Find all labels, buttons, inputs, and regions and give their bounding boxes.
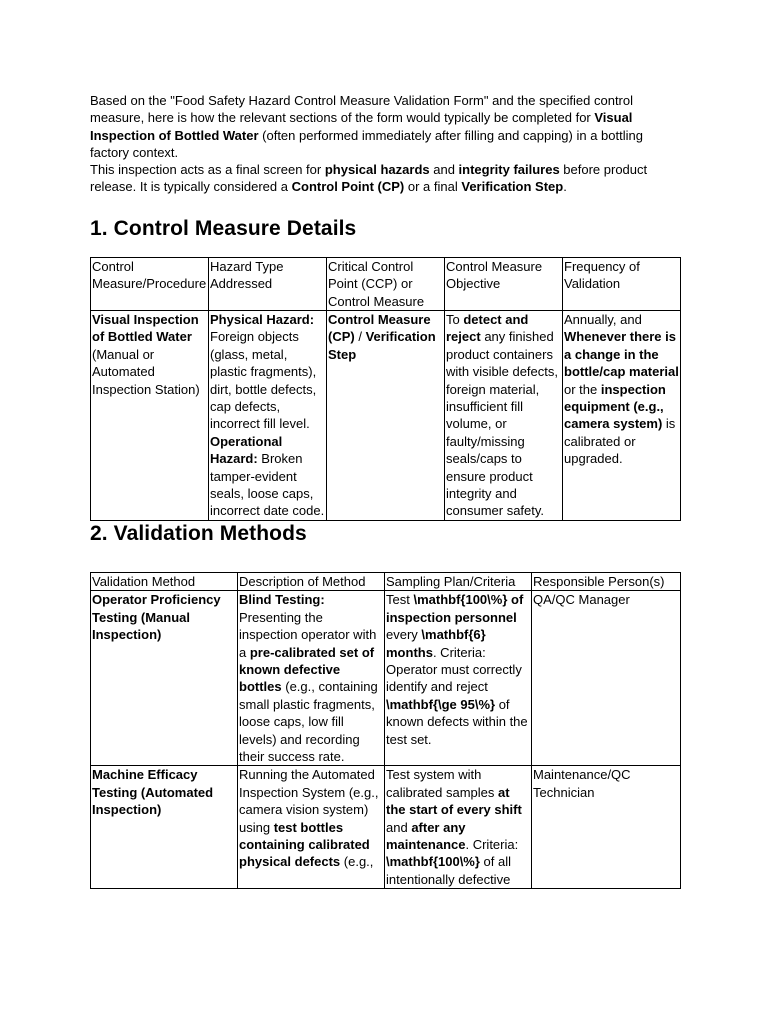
text-run: Annually, and xyxy=(564,312,642,327)
table-cell xyxy=(532,591,681,766)
text-run: Test system with calibrated samples xyxy=(386,767,498,800)
text-run: . Criteria: Operator must correctly identify and reject xyxy=(386,644,522,695)
section-heading-validation-methods: 2. Validation Methods xyxy=(90,521,307,545)
text-run: QA/QC Manager xyxy=(533,592,630,608)
text-run: and xyxy=(386,819,412,835)
table-cell xyxy=(385,766,532,889)
header-cell: Hazard Type Addressed xyxy=(209,257,327,310)
bold-text-run: pre-calibrated set of known defective bottles xyxy=(239,644,375,695)
bold-text-run: Visual Inspection of Bottled Water xyxy=(92,312,199,345)
text-run: Running the Automated Inspection System (e.g., camera vision system) using xyxy=(239,767,379,835)
text-run: any finished product containers with visible defects, foreign material, insufficient fill volume, or faulty/missing seals/caps to ensure product integrity and consumer safety. xyxy=(446,329,558,519)
table-cell xyxy=(209,311,327,521)
table-row xyxy=(91,766,681,889)
text-run: . Criteria: xyxy=(465,836,519,852)
text-run: of known defects within the test set. xyxy=(386,696,528,747)
table-header-row xyxy=(91,257,681,310)
text-run: or the xyxy=(564,381,601,397)
bold-text-run: \mathbf{100\%} xyxy=(386,854,480,870)
text-run: before product release. It is typically considered a xyxy=(90,162,648,195)
text-run: (e.g., containing small plastic fragments, loose caps, low fill levels) and recording their success rate. xyxy=(239,679,378,764)
header-cell: Critical Control Point (CCP) or Control Measure xyxy=(327,257,445,310)
bold-text-run: Verification Step xyxy=(328,329,436,362)
bold-text-run: detect and reject xyxy=(446,312,529,345)
text-run: or a final xyxy=(404,179,462,195)
bold-text-run: \mathbf{\ge 95\%} xyxy=(386,696,496,712)
bold-text-run: Verification Step xyxy=(461,179,564,195)
table-cell xyxy=(91,591,238,766)
bold-text-run: Operator Proficiency Testing (Manual Inspection) xyxy=(92,592,221,643)
text-run: (often performed immediately after filling and capping) in a bottling factory context. xyxy=(90,127,643,160)
text-run: Maintenance/QC Technician xyxy=(533,767,631,800)
table-cell xyxy=(563,311,681,521)
intro-text xyxy=(90,92,680,196)
table-cell xyxy=(532,766,681,889)
table-cell xyxy=(238,591,385,766)
text-run: and xyxy=(429,162,459,178)
table-cell xyxy=(238,766,385,889)
control-measure-table xyxy=(90,257,681,521)
text-run: every xyxy=(386,627,422,643)
header-cell: Sampling Plan/Criteria xyxy=(385,572,532,590)
header-cell: Responsible Person(s) xyxy=(532,572,681,590)
text-run: Broken tamper-evident seals, loose caps, incorrect date code. xyxy=(210,451,325,519)
text-run: Presenting the inspection operator with a xyxy=(239,609,377,660)
text-run: This inspection acts as a final screen for xyxy=(90,162,325,178)
header-cell: Control Measure Objective xyxy=(445,257,563,310)
bold-text-run: \mathbf{6} months xyxy=(386,627,486,660)
intro-paragraph-2 xyxy=(90,161,680,196)
text-run: Foreign objects (glass, metal, plastic fragments), dirt, bottle defects, cap defects, incorrect fill level. xyxy=(210,329,317,432)
bold-text-run: integrity failures xyxy=(458,162,560,178)
bold-text-run: Operational Hazard: xyxy=(210,433,283,467)
text-run: . xyxy=(563,179,567,195)
text-run: of all intentionally defective xyxy=(386,854,511,887)
header-cell: Control Measure/Procedure xyxy=(91,257,209,310)
bold-text-run: at the start of every shift xyxy=(386,784,522,818)
bold-text-run: after any maintenance xyxy=(386,819,466,852)
table-cell xyxy=(91,766,238,889)
table-header-row xyxy=(91,572,681,590)
header-cell: Frequency of Validation xyxy=(563,257,681,310)
bold-text-run: \mathbf{100\%} of inspection personnel xyxy=(386,592,524,625)
header-cell: Validation Method xyxy=(91,572,238,590)
bold-text-run: physical hazards xyxy=(324,162,430,178)
table-cell xyxy=(91,311,209,521)
bold-text-run: Physical Hazard: xyxy=(210,312,315,327)
bold-text-run: Whenever there is a change in the bottle/cap material xyxy=(564,329,679,380)
table-cell xyxy=(385,591,532,766)
table-cell xyxy=(445,311,563,521)
text-run: Test xyxy=(386,592,414,608)
text-run: Based on the "Food Safety Hazard Control Measure Validation Form" and the specified control measure, here is how the relevant sections of the form would typically be completed for xyxy=(90,93,634,126)
text-run: (e.g., xyxy=(340,854,374,870)
text-run: is calibrated or upgraded. xyxy=(564,416,676,467)
intro-paragraph-1 xyxy=(90,92,680,161)
validation-methods-table xyxy=(90,572,681,889)
bold-text-run: Machine Efficacy Testing (Automated Inspection) xyxy=(92,767,214,818)
table-row xyxy=(91,311,681,521)
text-run: / xyxy=(354,329,366,345)
bold-text-run: test bottles containing calibrated physical defects xyxy=(239,819,370,870)
bold-text-run: Control Measure (CP) xyxy=(328,312,431,345)
text-run: (Manual or Automated Inspection Station) xyxy=(92,346,200,397)
document-page xyxy=(90,92,680,889)
text-run: To xyxy=(446,312,464,327)
bold-text-run: Blind Testing: xyxy=(239,592,325,608)
bold-text-run: inspection equipment (e.g., camera system) xyxy=(564,381,666,432)
header-cell: Description of Method xyxy=(238,572,385,590)
table-cell xyxy=(327,311,445,521)
bold-text-run: Visual Inspection of Bottled Water xyxy=(90,110,633,143)
table-row xyxy=(91,591,681,766)
section-heading-control-measure-details: 1. Control Measure Details xyxy=(90,216,357,240)
bold-text-run: Control Point (CP) xyxy=(291,179,405,195)
